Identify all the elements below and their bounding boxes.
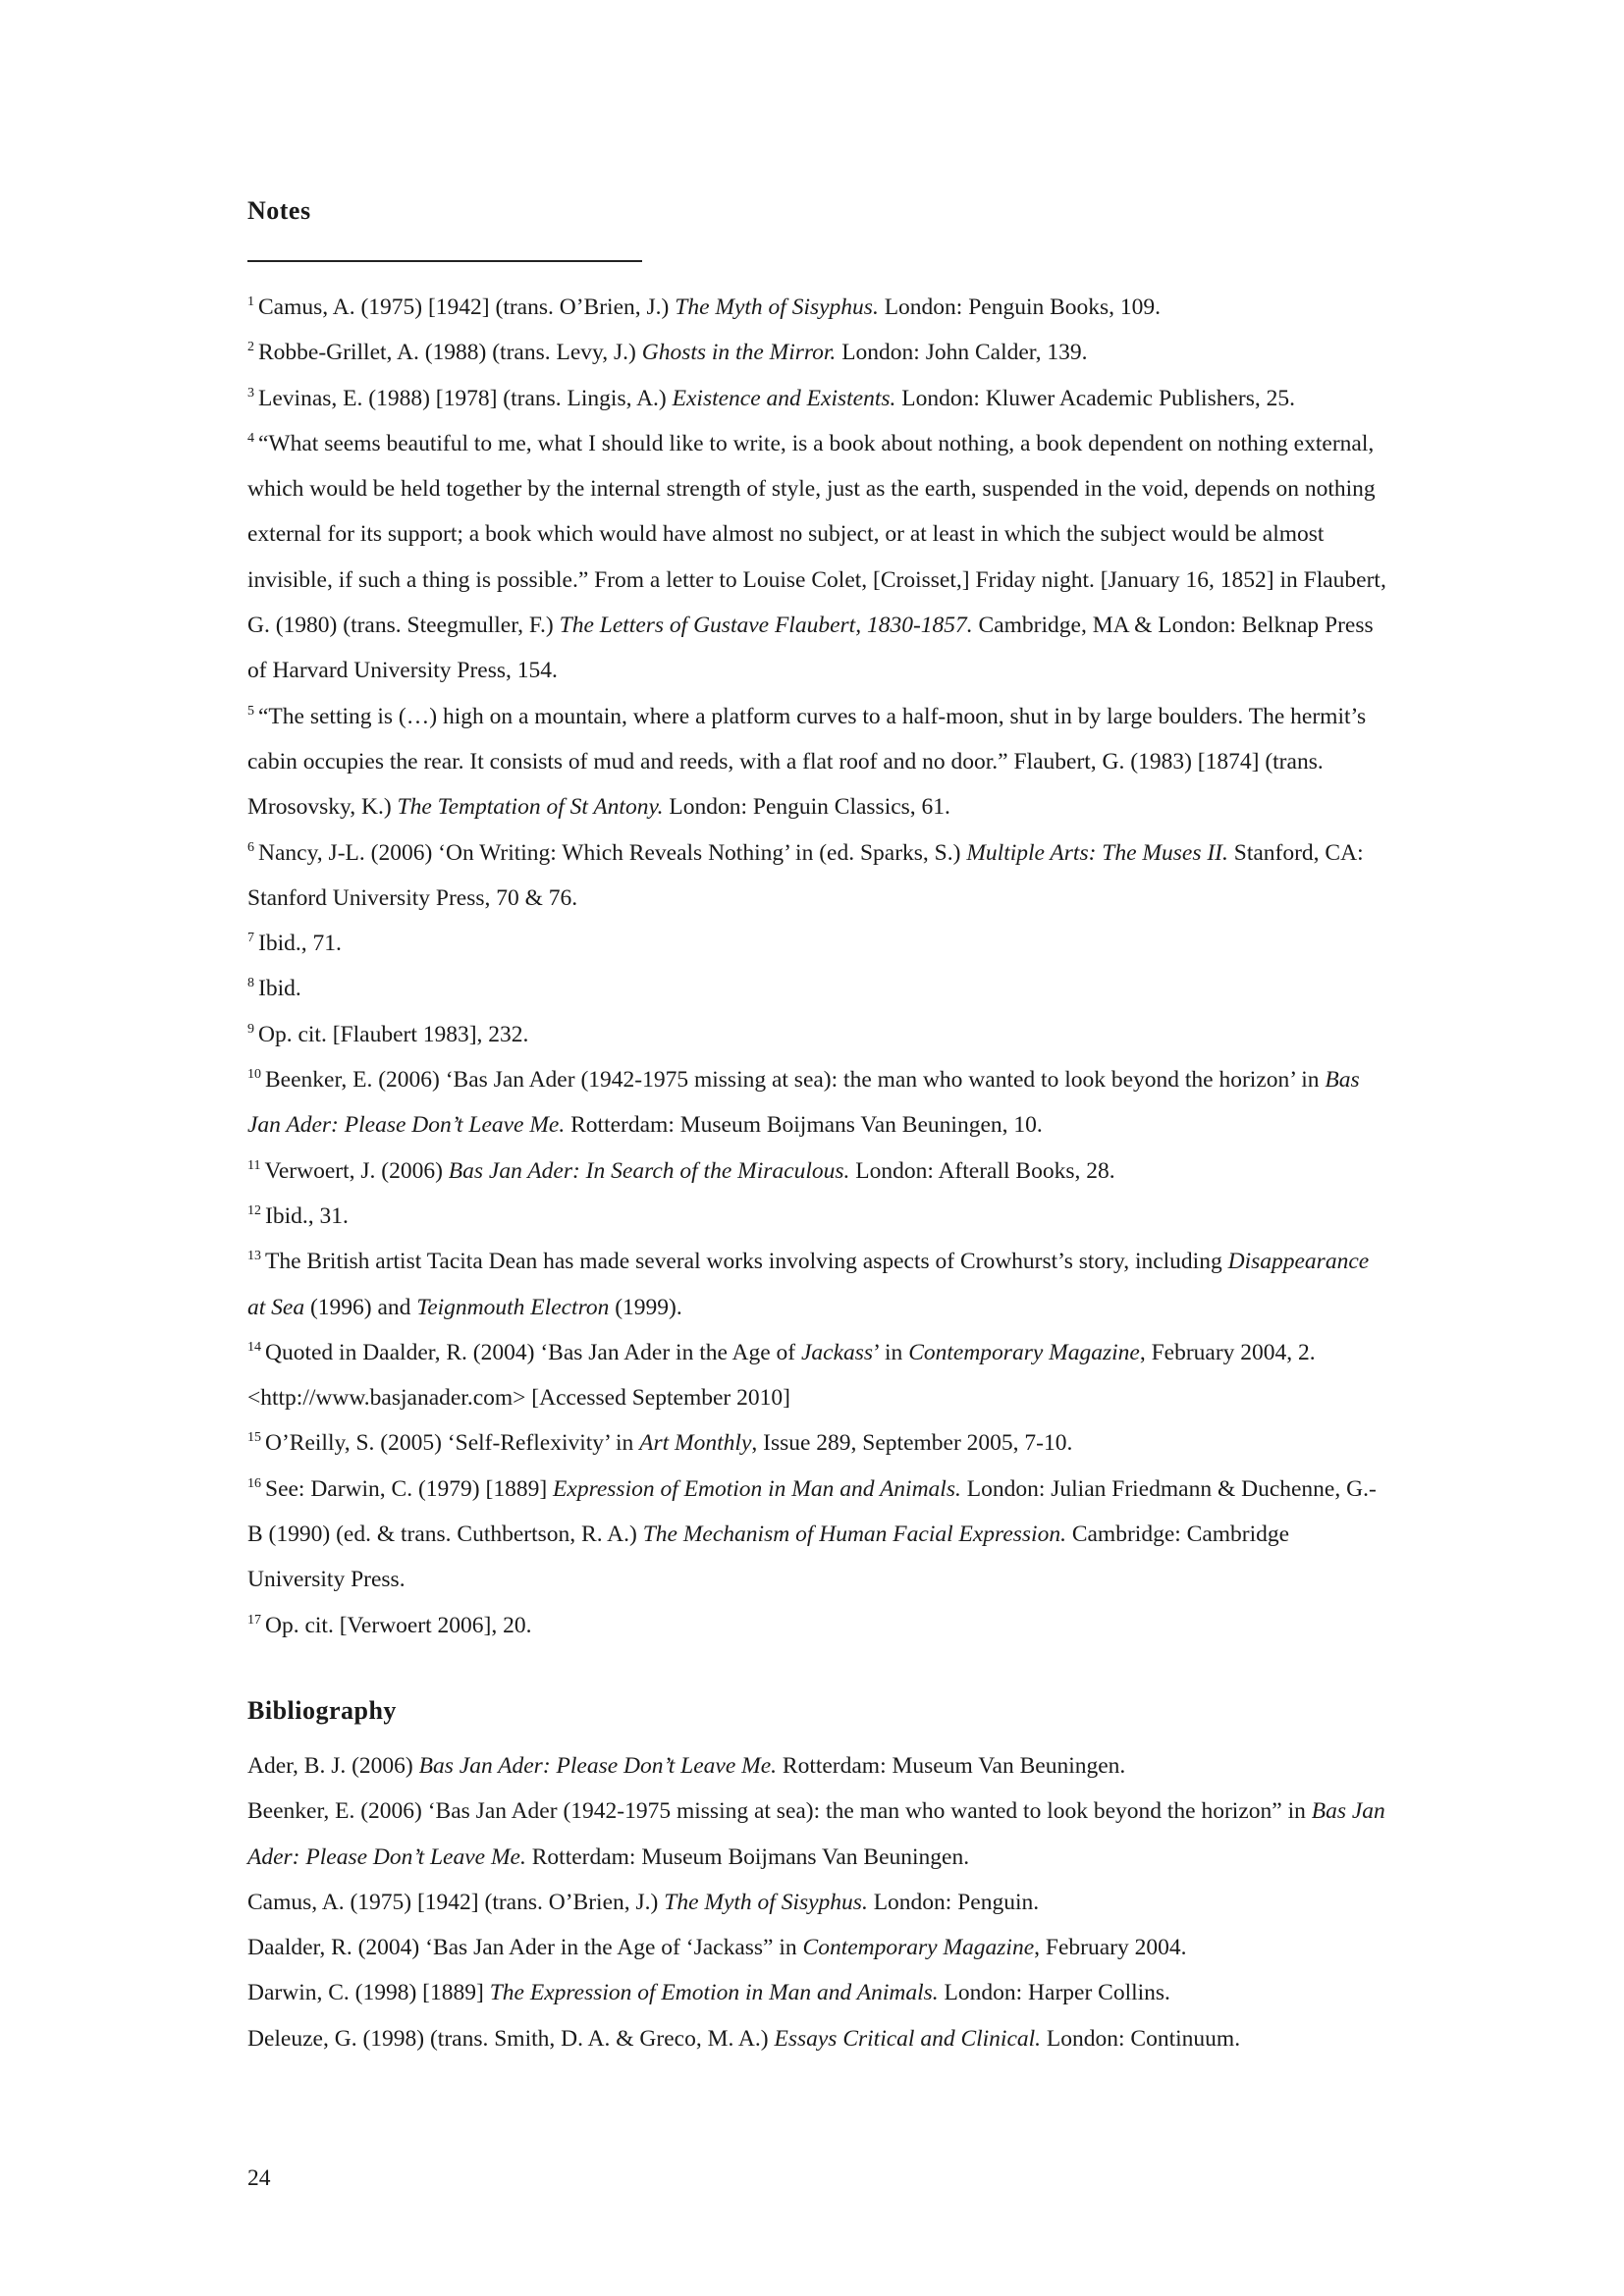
italic-title: Contemporary Magazine xyxy=(802,1935,1035,1961)
footnote-number: 5 xyxy=(247,703,254,719)
italic-title: Bas Jan Ader: In Search of the Miraculous. xyxy=(448,1157,850,1184)
footnote xyxy=(247,1467,1386,1603)
footnote-number: 13 xyxy=(247,1249,261,1264)
italic-title: The Mechanism of Human Facial Expression. xyxy=(642,1522,1066,1548)
notes-list xyxy=(247,285,1386,1648)
text-segment: Cambridge: Cambridge University Press. xyxy=(247,1522,1290,1593)
footnote-number: 7 xyxy=(247,931,254,946)
text-segment: The British artist Tacita Dean has made several works involving aspects of Crowhurst’s story, including xyxy=(265,1249,1228,1275)
bibliography-heading: Bibliography xyxy=(247,1696,397,1725)
italic-title: The Myth of Sisyphus. xyxy=(664,1889,868,1915)
bibliography-entry xyxy=(247,2016,1386,2061)
text-segment: Stanford, CA: Stanford University Press, 70 & 76. xyxy=(247,839,1364,911)
text-segment: Op. cit. [Verwoert 2006], 20. xyxy=(265,1612,532,1638)
footnote xyxy=(247,1420,1386,1466)
italic-title: Existence and Existents. xyxy=(672,385,896,411)
text-segment: See: Darwin, C. (1979) [1889] xyxy=(265,1475,554,1502)
italic-title: Art Monthly xyxy=(639,1430,752,1457)
text-segment: Ader, B. J. (2006) xyxy=(247,1753,419,1779)
italic-title: Bas Jan Ader: Please Don’t Leave Me. xyxy=(247,1798,1385,1870)
footnote xyxy=(247,1603,1386,1648)
italic-title: The Temptation of St Antony. xyxy=(397,794,664,821)
text-segment: Rotterdam: Museum Boijmans Van Beuningen. xyxy=(525,1843,970,1870)
text-segment: London: Afterall Books, 28. xyxy=(849,1157,1115,1184)
text-segment: London: Penguin. xyxy=(867,1889,1040,1915)
text-segment: London: Kluwer Academic Publishers, 25. xyxy=(895,385,1295,411)
bibliography-list xyxy=(247,1743,1386,2061)
footnote-number: 3 xyxy=(247,385,254,400)
italic-title: Teignmouth Electron xyxy=(416,1294,610,1320)
text-segment: Ibid., 31. xyxy=(265,1202,349,1229)
text-segment: Darwin, C. (1998) [1889] xyxy=(247,1980,490,2006)
text-segment: London: Penguin Classics, 61. xyxy=(663,794,950,821)
footnote xyxy=(247,285,1386,330)
text-segment: Robbe-Grillet, A. (1988) (trans. Levy, J.) xyxy=(258,340,642,366)
footnote-number: 17 xyxy=(247,1612,261,1628)
text-segment: “The setting is (…) high on a mountain, where a platform curves to a half-moon, shut in by large boulders. The hermit’s cabin occupies the rear. It consists of mud and reeds, with a flat roof and no door.” Flaubert, G. (1983) [1874] (trans. Mrosovsky, K.) xyxy=(247,703,1367,821)
text-segment: London: Continuum. xyxy=(1041,2025,1241,2052)
bibliography-entry xyxy=(247,1970,1386,2015)
text-segment: Cambridge, MA & London: Belknap Press of Harvard University Press, 154. xyxy=(247,613,1374,684)
text-segment: Deleuze, G. (1998) (trans. Smith, D. A. & Greco, M. A.) xyxy=(247,2025,775,2052)
footnote xyxy=(247,421,1386,694)
page-number: 24 xyxy=(247,2165,271,2191)
footnote-divider xyxy=(247,260,642,262)
italic-title: Essays Critical and Clinical. xyxy=(774,2025,1042,2052)
text-segment: London: Harper Collins. xyxy=(938,1980,1170,2006)
text-segment: London: Julian Friedmann & Duchenne, G.-B (1990) (ed. & trans. Cuthbertson, R. A.) xyxy=(247,1475,1377,1548)
footnote-number: 10 xyxy=(247,1067,261,1083)
footnote xyxy=(247,694,1386,830)
text-segment: , Issue 289, September 2005, 7-10. xyxy=(751,1430,1073,1457)
footnote-number: 16 xyxy=(247,1475,261,1491)
footnote-number: 1 xyxy=(247,294,254,309)
footnote-number: 6 xyxy=(247,839,254,855)
text-segment: Ibid. xyxy=(258,976,301,1002)
footnote xyxy=(247,1148,1386,1194)
footnote-number: 15 xyxy=(247,1430,261,1446)
text-segment: (1999). xyxy=(609,1294,682,1320)
text-segment: Daalder, R. (2004) ‘Bas Jan Ader in the Age of ‘Jackass” in xyxy=(247,1935,803,1961)
footnote xyxy=(247,330,1386,375)
footnote xyxy=(247,1194,1386,1239)
italic-title: Jackass xyxy=(800,1339,874,1365)
text-segment: Rotterdam: Museum Van Beuningen. xyxy=(777,1753,1126,1779)
footnote xyxy=(247,966,1386,1011)
footnote-number: 4 xyxy=(247,430,254,446)
italic-title: The Expression of Emotion in Man and Animals. xyxy=(489,1980,939,2006)
text-segment: , February 2004. xyxy=(1034,1935,1187,1961)
text-segment: , February 2004, 2. <http://www.basjanader.com> [Accessed September 2010] xyxy=(247,1339,1316,1412)
text-segment: Nancy, J-L. (2006) ‘On Writing: Which Reveals Nothing’ in (ed. Sparks, S.) xyxy=(258,839,967,866)
footnote xyxy=(247,376,1386,421)
bibliography-entry xyxy=(247,1789,1386,1880)
italic-title: The Myth of Sisyphus. xyxy=(675,294,879,320)
italic-title: The Letters of Gustave Flaubert, 1830-1857. xyxy=(559,613,973,639)
text-segment: (1996) and xyxy=(304,1294,417,1320)
text-segment: “What seems beautiful to me, what I should like to write, is a book about nothing, a book dependent on nothing external, which would be held together by the internal strength of style, just as the earth, suspended in the void, depends on nothing external for its support; a book which would have almost no subject, or at least in which the subject would be almost invisible, if such a thing is possible.” From a letter to Louise Colet, [Croisset,] Friday night. [January 16, 1852] in Flaubert, G. (1980) (trans. Steegmuller, F.) xyxy=(247,430,1386,639)
italic-title: Expression of Emotion in Man and Animals. xyxy=(553,1475,961,1502)
footnote xyxy=(247,1012,1386,1057)
text-segment: Beenker, E. (2006) ‘Bas Jan Ader (1942-1975 missing at sea): the man who wanted to look beyond the horizon’ in xyxy=(265,1067,1326,1094)
text-segment: Camus, A. (1975) [1942] (trans. O’Brien, J.) xyxy=(258,294,676,320)
text-segment: Quoted in Daalder, R. (2004) ‘Bas Jan Ader in the Age of xyxy=(265,1339,801,1365)
footnote xyxy=(247,1239,1386,1330)
italic-title: Multiple Arts: The Muses II. xyxy=(966,839,1228,866)
text-segment: Levinas, E. (1988) [1978] (trans. Lingis, A.) xyxy=(258,385,673,411)
italic-title: Bas Jan Ader: Please Don’t Leave Me. xyxy=(418,1753,778,1779)
bibliography-entry xyxy=(247,1925,1386,1970)
bibliography-entry xyxy=(247,1743,1386,1789)
footnote-number: 12 xyxy=(247,1202,261,1218)
text-segment: London: John Calder, 139. xyxy=(836,340,1088,366)
footnote-number: 14 xyxy=(247,1339,261,1355)
text-segment: Ibid., 71. xyxy=(258,931,342,957)
footnote xyxy=(247,1057,1386,1148)
text-segment: Verwoert, J. (2006) xyxy=(264,1157,449,1184)
text-segment: O’Reilly, S. (2005) ‘Self-Reflexivity’ in xyxy=(265,1430,640,1457)
text-segment: Rotterdam: Museum Boijmans Van Beuningen, 10. xyxy=(565,1112,1043,1139)
footnote xyxy=(247,830,1386,922)
footnote xyxy=(247,1330,1386,1421)
notes-heading: Notes xyxy=(247,196,311,225)
text-segment: Op. cit. [Flaubert 1983], 232. xyxy=(258,1021,529,1047)
footnote-number: 9 xyxy=(247,1021,254,1037)
text-segment: Beenker, E. (2006) ‘Bas Jan Ader (1942-1975 missing at sea): the man who wanted to look beyond the horizon” in xyxy=(247,1798,1312,1825)
italic-title: Disappearance at Sea xyxy=(247,1249,1370,1320)
text-segment: Camus, A. (1975) [1942] (trans. O’Brien, J.) xyxy=(247,1889,665,1915)
italic-title: Bas Jan Ader: Please Don’t Leave Me. xyxy=(247,1067,1360,1139)
text-segment: ’ in xyxy=(873,1339,909,1365)
bibliography-entry xyxy=(247,1880,1386,1925)
text-segment: London: Penguin Books, 109. xyxy=(878,294,1162,320)
footnote-number: 11 xyxy=(247,1157,261,1173)
footnote-number: 2 xyxy=(247,340,254,355)
italic-title: Contemporary Magazine xyxy=(908,1339,1140,1365)
footnote-number: 8 xyxy=(247,976,254,991)
footnote xyxy=(247,921,1386,966)
italic-title: Ghosts in the Mirror. xyxy=(641,340,837,366)
